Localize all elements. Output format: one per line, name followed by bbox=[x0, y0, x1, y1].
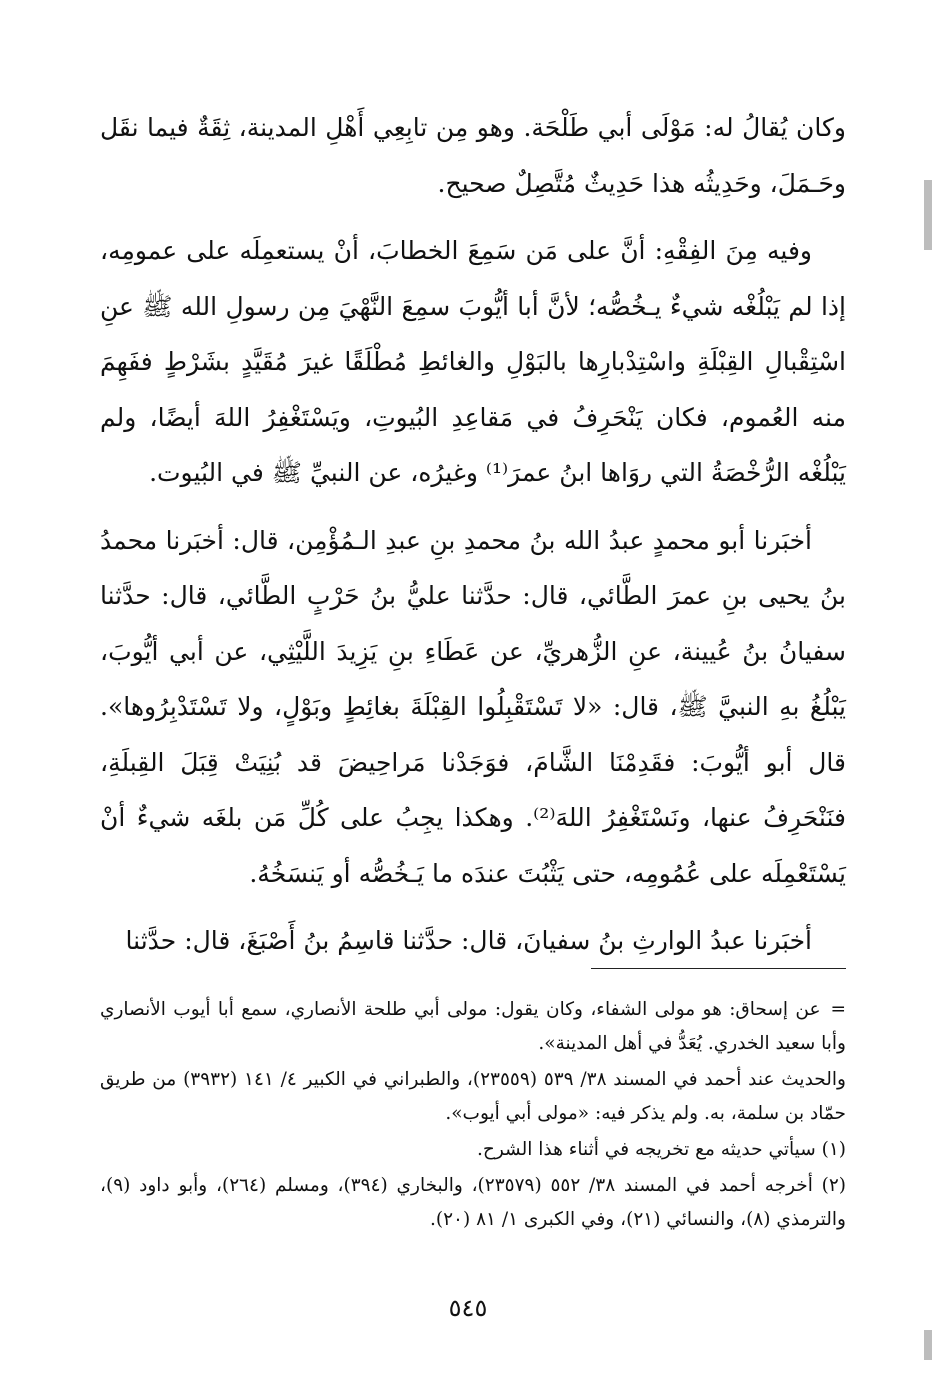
page-number: ٥٤٥ bbox=[448, 1294, 488, 1322]
footnotes bbox=[100, 993, 846, 1237]
page-edge-mark bbox=[924, 180, 932, 250]
footnote-continuation-2: والحديث عند أحمد في المسند ٣٨/ ٥٣٩ (٢٣٥٥٩)، والطبراني في الكبير ٤/ ١٤١ (٣٩٣٢) من طريق حمّاد بن سلمة، به. ولم يذكر فيه: «مولى أبي أيوب». bbox=[100, 1069, 846, 1124]
page-edge-mark bbox=[924, 1330, 932, 1360]
footnote-continuation bbox=[100, 993, 846, 1061]
main-text bbox=[100, 100, 846, 969]
footnote-separator bbox=[591, 968, 846, 969]
footnote-2: (٢) أخرجه أحمد في المسند ٣٨/ ٥٥٢ (٢٣٥٧٩)، والبخاري (٣٩٤)، ومسلم (٢٦٤)، وأبو داود (٩)، والترمذي (٨)، والنسائي (٢١)، وفي الكبرى ١/ ٨١ (٢٠). bbox=[100, 1175, 846, 1230]
paragraph-4: أخبَرنا عبدُ الوارثِ بنُ سفيانَ، قال: حدَّثنا قاسِمُ بنُ أَصْبَغَ، قال: حدَّثنا bbox=[125, 926, 812, 955]
paragraph-2: وفيه مِنَ الفِقْهِ: أنَّ على مَن سَمِعَ الخطابَ، أنْ يستعمِلَه على عمومِه، إذا لم يَبْلُغْه شيءٌ يـخُصُّه؛ لأنَّ أبا أيُّوبَ سمِعَ النَّهْيَ مِن رسولِ الله ﷺ عنِ اسْتِقْبالِ القِبْلَةِ واسْتِدْبارِها بالبَوْلِ والغائطِ مُطْلَقًا غيرَ مُقَيَّدٍ بشَرْطٍ ففَهِمَ منه العُموم، فكان يَنْحَرِفُ في مَقاعِدِ البُيوتِ، ويَسْتَغْفِرُ اللهَ أيضًا، ولم يَبْلُغْه الرُّخْصَةُ التي روَاها ابنُ عمرَ⁽¹⁾ وغيرُه، عن النبيِّ ﷺ في البُيوت. bbox=[100, 236, 846, 487]
paragraph-3: أخبَرنا أبو محمدٍ عبدُ الله بنُ محمدِ بنِ عبدِ الـمُؤْمِن، قال: أخبَرنا محمدُ بنُ يحيى بنِ عمرَ الطَّائي، قال: حدَّثنا عليُّ بنُ حَرْبٍ الطَّائي، قال: حدَّثنا سفيانُ بنُ عُيينة، عنِ الزُّهريِّ، عن عَطَاءِ بنِ يَزِيدَ اللَّيْثِي، عن أبي أيُّوبَ، يَبْلُغُ بهِ النبيَّ ﷺ، قال: «لا تَسْتَقْبِلُوا القِبْلَةَ بغائِطٍ وبَوْلٍ، ولا تَسْتَدْبِرُوها». قال أبو أيُّوبَ: فقَدِمْنَا الشَّامَ، فوَجَدْنا مَراحِيضَ قد بُنِيَتْ قِبَلَ القِبلَةِ، فنَنْحَرِفُ عنها، ونَسْتَغْفِرُ اللهَ⁽²⁾. وهكذا يجِبُ على كُلِّ مَن بلغَه شيءٌ أنْ يَسْتَعْمِلَه على عُمُومِه، حتى يَثْبُتَ عندَه ما يَـخُصُّه أو يَنسَخُهُ. bbox=[100, 525, 846, 888]
footnote-1: (١) سيأتي حديثه مع تخريجه في أثناء هذا الشرح. bbox=[477, 1139, 846, 1160]
continuation-mark: = bbox=[830, 999, 846, 1020]
paragraph-1: وكان يُقالُ له: مَوْلَى أبي طَلْحَة. وهو مِن تابِعِي أَهْلِ المدينة، ثِقَةٌ فيما نقَل وحَـمَلَ، وحَدِيثُه هذا حَدِيثٌ مُتَّصِلٌ صحيح. bbox=[100, 113, 846, 198]
footnote-continuation-text: عن إسحاق: هو مولى الشفاء، وكان يقول: مولى أبي طلحة الأنصاري، سمع أبا أيوب الأنصاري وأبا سعيد الخدري. يُعَدُّ في أهل المدينة». bbox=[100, 999, 846, 1054]
